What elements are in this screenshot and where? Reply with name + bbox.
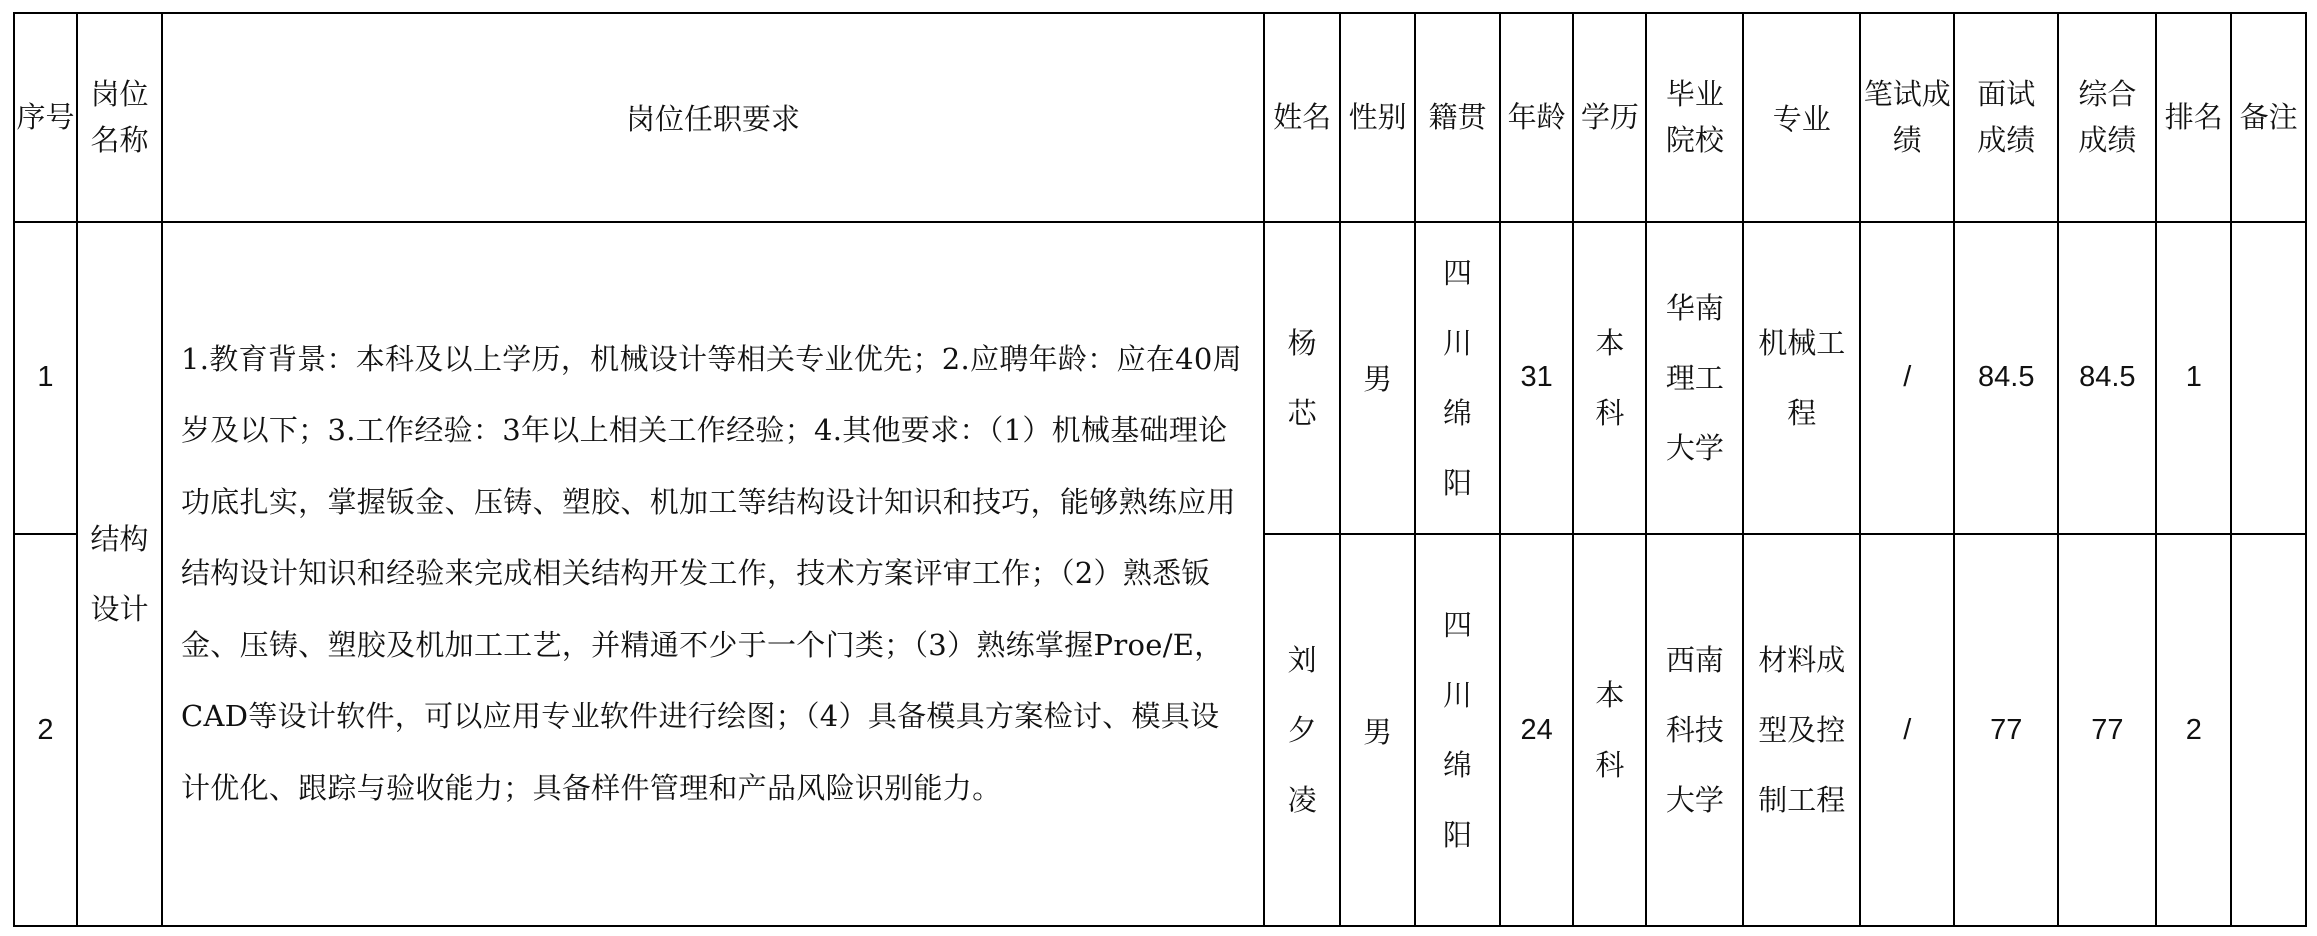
cell-seq: 1 <box>14 222 77 535</box>
cell-position-name: 结构设计 <box>77 222 162 926</box>
header-interview-score: 面试成绩 <box>1954 13 2058 222</box>
cell-name: 刘夕凌 <box>1264 534 1340 926</box>
header-major: 专业 <box>1743 13 1860 222</box>
header-written-score: 笔试成绩 <box>1860 13 1954 222</box>
header-row <box>14 13 2306 222</box>
cell-education: 本科 <box>1573 222 1646 535</box>
cell-remarks <box>2231 222 2306 535</box>
cell-gender: 男 <box>1340 534 1415 926</box>
header-age: 年龄 <box>1500 13 1573 222</box>
cell-interview-score: 77 <box>1954 534 2058 926</box>
cell-written-score: / <box>1860 534 1954 926</box>
cell-total-score: 77 <box>2058 534 2156 926</box>
results-table <box>13 12 2307 927</box>
header-name: 姓名 <box>1264 13 1340 222</box>
table-row <box>14 222 2306 535</box>
cell-written-score: / <box>1860 222 1954 535</box>
header-rank: 排名 <box>2156 13 2231 222</box>
cell-total-score: 84.5 <box>2058 222 2156 535</box>
cell-gender: 男 <box>1340 222 1415 535</box>
cell-age: 24 <box>1500 534 1573 926</box>
cell-school: 西南科技大学 <box>1646 534 1743 926</box>
cell-hometown: 四川绵阳 <box>1415 222 1500 535</box>
cell-rank: 1 <box>2156 222 2231 535</box>
header-requirements: 岗位任职要求 <box>162 13 1264 222</box>
header-seq: 序号 <box>14 13 77 222</box>
cell-hometown: 四川绵阳 <box>1415 534 1500 926</box>
cell-major: 机械工程 <box>1743 222 1860 535</box>
cell-age: 31 <box>1500 222 1573 535</box>
header-remarks: 备注 <box>2231 13 2306 222</box>
header-education: 学历 <box>1573 13 1646 222</box>
header-gender: 性别 <box>1340 13 1415 222</box>
cell-remarks <box>2231 534 2306 926</box>
header-position-name: 岗位名称 <box>77 13 162 222</box>
cell-seq: 2 <box>14 534 77 926</box>
cell-name: 杨芯 <box>1264 222 1340 535</box>
header-school: 毕业院校 <box>1646 13 1743 222</box>
cell-education: 本科 <box>1573 534 1646 926</box>
cell-requirements: 1.教育背景：本科及以上学历，机械设计等相关专业优先；2.应聘年龄：应在40周岁及以下；3.工作经验：3年以上相关工作经验；4.其他要求：（1）机械基础理论功底扎实，掌握钣金、压铸、塑胶、机加工等结构设计知识和技巧，能够熟练应用结构设计知识和经验来完成相关结构开发工作，技术方案评审工作；（2）熟悉钣金、压铸、塑胶及机加工工艺，并精通不少于一个门类；（3）熟练掌握Proe/E，CAD等设计软件，可以应用专业软件进行绘图；（4）具备模具方案检讨、模具设计优化、跟踪与验收能力；具备样件管理和产品风险识别能力。 <box>162 222 1264 926</box>
header-hometown: 籍贯 <box>1415 13 1500 222</box>
header-total-score: 综合成绩 <box>2058 13 2156 222</box>
cell-major: 材料成型及控制工程 <box>1743 534 1860 926</box>
cell-interview-score: 84.5 <box>1954 222 2058 535</box>
cell-school: 华南理工大学 <box>1646 222 1743 535</box>
cell-rank: 2 <box>2156 534 2231 926</box>
